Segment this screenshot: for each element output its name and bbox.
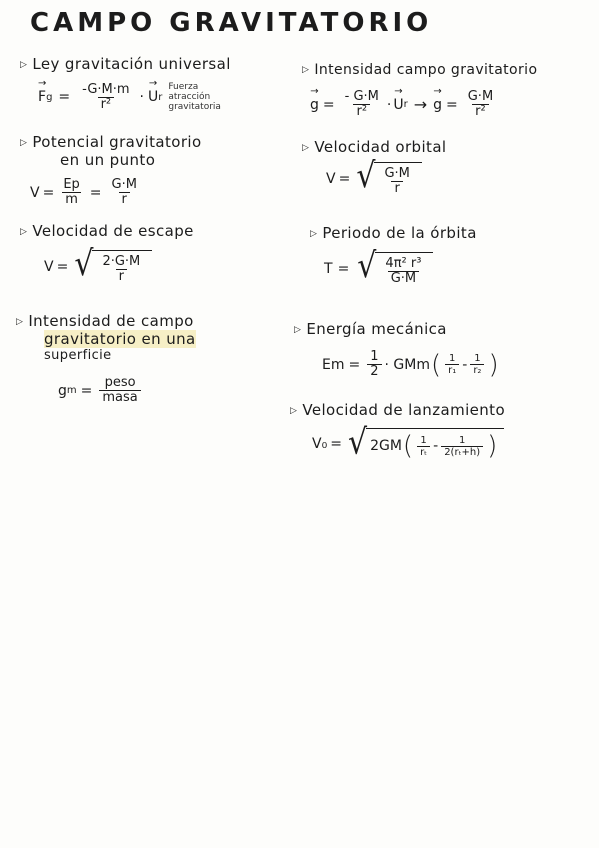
square-root: √ $\frac{\text{4π² r³}}{G\cdot M}$ <box>357 252 433 286</box>
section-intensidad-superficie: ▷ Intensidad de campo gravitatorio en una superficie <box>16 312 196 363</box>
bullet-icon: ▷ <box>20 138 28 148</box>
section-heading: Intensidad campo gravitatorio <box>314 62 538 78</box>
formula-intensidad-campo: → g = $\frac{- G\cdot M}{\text{r²}}$ · → U r → → g = $\frac{G\cdot M}{\text{r²}}$ <box>310 90 499 119</box>
section-periodo-orbita <box>310 224 477 242</box>
bullet-icon: ▷ <box>290 406 298 416</box>
section-velocidad-escape <box>20 222 194 240</box>
section-velocidad-lanzamiento <box>290 401 505 419</box>
section-heading: Periodo de la órbita <box>322 224 477 242</box>
section-heading: Velocidad orbital <box>314 138 447 156</box>
section-heading: Ley gravitación universal <box>32 55 231 73</box>
section-heading: Velocidad de lanzamiento <box>302 401 506 419</box>
formula-velocidad-escape: V = √ $\frac{2\cdot G\cdot M}{r}$ <box>44 250 152 284</box>
section-energia-mecanica <box>294 320 447 338</box>
section-heading: Velocidad de escape <box>32 222 194 240</box>
bullet-icon: ▷ <box>294 325 302 335</box>
square-root: √ $\frac{2\cdot G\cdot M}{r}$ <box>74 250 152 284</box>
section-potencial: ▷ Potencial gravitatorio en un punto <box>20 133 202 169</box>
section-velocidad-orbital <box>302 138 447 156</box>
section-heading: Energía mecánica <box>306 320 447 338</box>
formula-ley-gravitacion: → F g = $\frac{-G\cdot M\cdot m}{\text{r²}}$ · → U r Fuerza atracción gravitatoria <box>38 82 221 112</box>
formula-lhs: → F <box>38 89 46 105</box>
formula-intensidad-superficie: g m = $\frac{\text{peso}}{\text{masa}}$ <box>58 376 144 405</box>
fraction: $\frac{-G\cdot M\cdot m}{\text{r²}}$ <box>82 81 130 112</box>
square-root: √ $\frac{G\cdot M}{r}$ <box>356 162 422 196</box>
section-intensidad-campo <box>302 62 537 78</box>
formula-periodo-orbita: T = √ $\frac{\text{4π² r³}}{G\cdot M}$ <box>324 252 433 286</box>
formula-velocidad-lanzamiento: V₀ = √ 2GM ( $\frac{1}{\text{rₜ}}$ - $\frac{1}{\text{2(rₜ+h)}}$ ) <box>312 428 504 459</box>
page-title: CAMPO GRAVITATORIO <box>30 8 433 38</box>
bullet-icon: ▷ <box>302 65 310 75</box>
section-heading: Intensidad de campo <box>28 312 194 330</box>
formula-velocidad-orbital: V = √ $\frac{G\cdot M}{r}$ <box>326 162 422 196</box>
bullet-icon: ▷ <box>16 317 24 327</box>
bullet-icon: ▷ <box>310 229 318 239</box>
formula-potencial: V = $\frac{Ep}{m}$ = $\frac{G\cdot M}{r}$ <box>30 177 137 207</box>
bullet-icon: ▷ <box>20 60 28 70</box>
arrow-right-icon: → <box>413 95 428 114</box>
section-ley-gravitacion <box>20 55 231 73</box>
bullet-icon: ▷ <box>302 143 310 153</box>
section-heading: Potencial gravitatorio <box>32 133 202 151</box>
bullet-icon: ▷ <box>20 227 28 237</box>
margin-note: Fuerza atracción gravitatoria <box>168 82 221 112</box>
formula-energia-mecanica: Em = $\frac{1}{2}$ · GMm ( $\frac{1}{\text{r₁}}$ - $\frac{1}{\text{r₂}}$ ) <box>322 349 499 380</box>
square-root: √ 2GM ( $\frac{1}{\text{rₜ}}$ - $\frac{1}{\text{2(rₜ+h)}}$ ) <box>348 428 504 459</box>
